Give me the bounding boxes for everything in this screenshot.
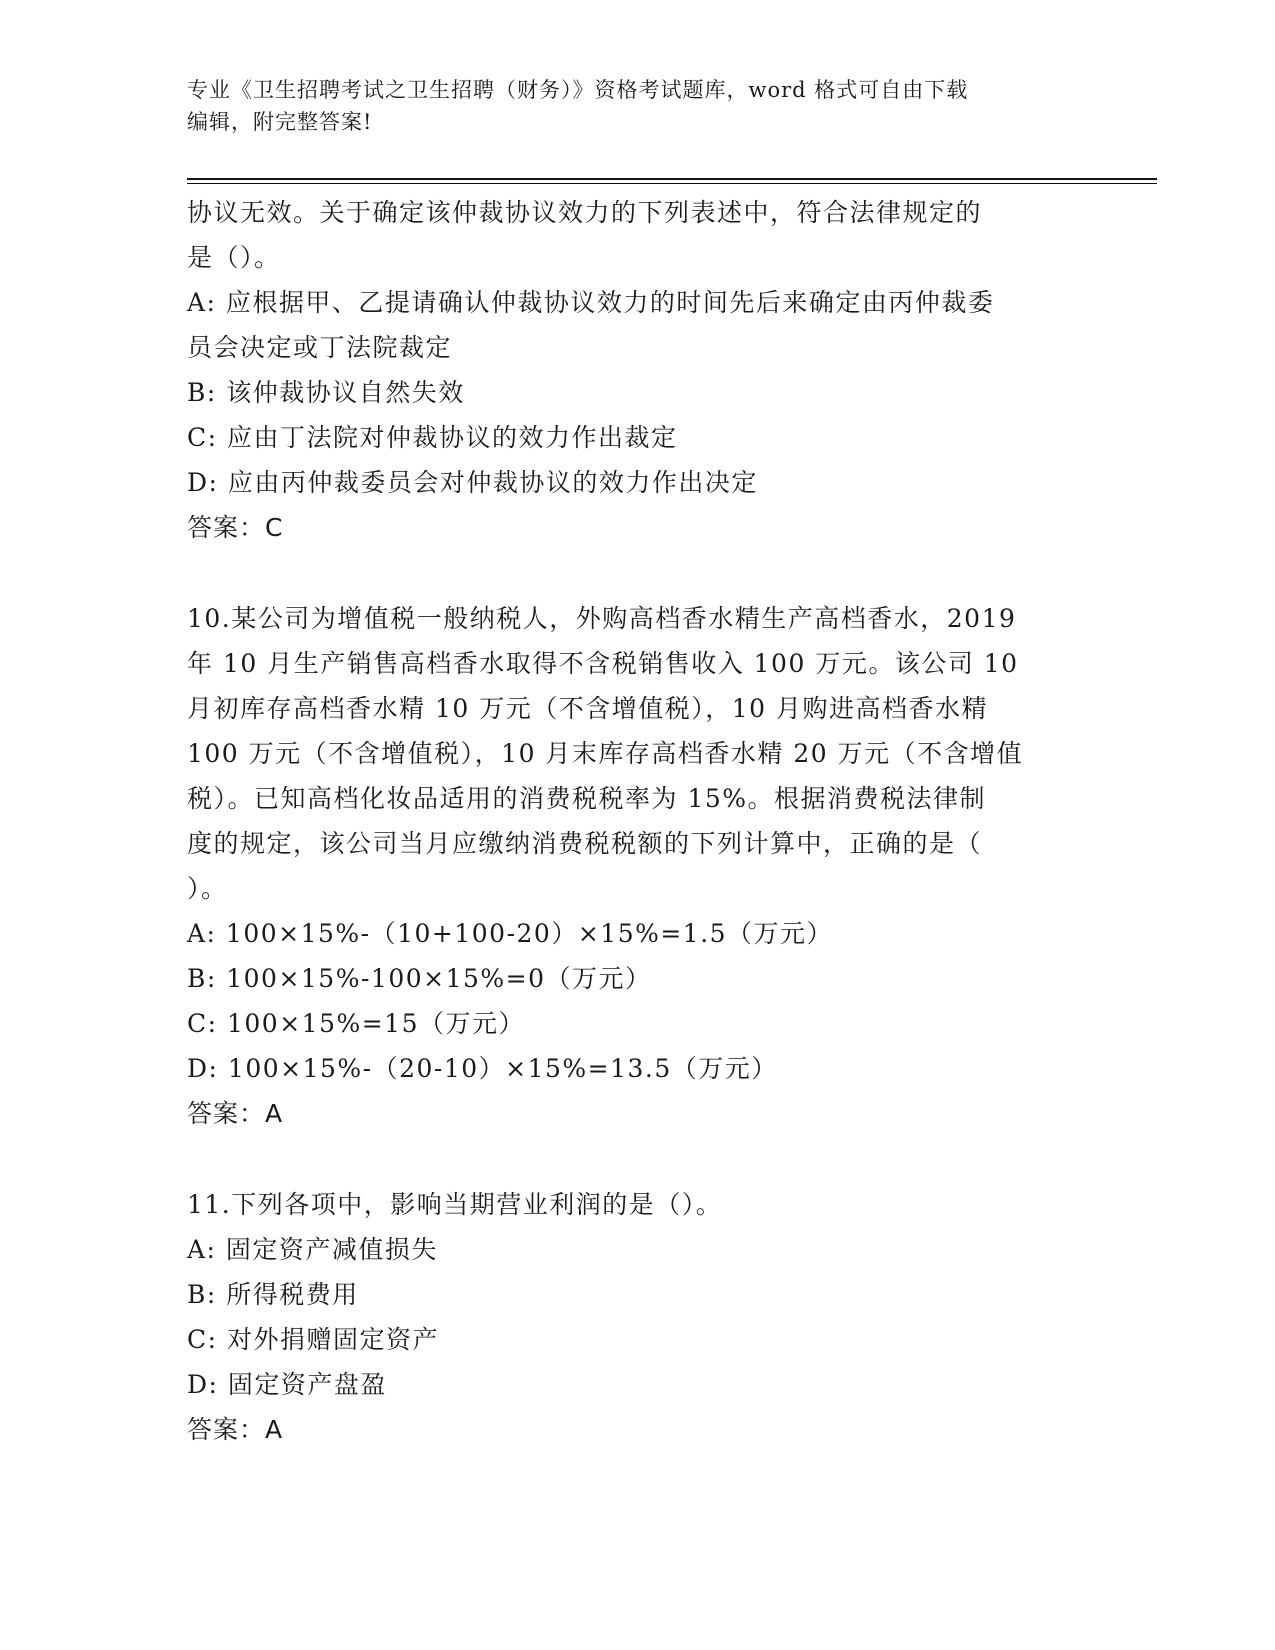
option-a: A: 固定资产减值损失 — [187, 1235, 438, 1264]
option-c: C: 100×15%=15（万元） — [187, 1009, 525, 1038]
spacer — [187, 1136, 1087, 1182]
option-a: A: 100×15%-（10+100-20）×15%=1.5（万元） — [187, 919, 834, 948]
option-b: B: 该仲裁协议自然失效 — [187, 378, 465, 407]
document-header — [187, 74, 1087, 138]
spacer — [187, 550, 1087, 596]
answer-label: 答案：A — [187, 1099, 284, 1128]
option-b: B: 所得税费用 — [187, 1280, 359, 1309]
option-d: D: 100×15%-（20-10）×15%=13.5（万元） — [187, 1054, 778, 1083]
option-a-line: 员会决定或丁法院裁定 — [187, 333, 453, 362]
header-line-1: 专业《卫生招聘考试之卫生招聘（财务）》资格考试题库，word 格式可自由下载 — [187, 78, 969, 102]
question-stem: 11.下列各项中，影响当期营业利润的是（）。 — [187, 1190, 723, 1219]
question-stem-line: 协议无效。关于确定该仲裁协议效力的下列表述中，符合法律规定的 — [187, 198, 983, 227]
question-stem-line: 是（）。 — [187, 243, 281, 272]
option-c: C: 应由丁法院对仲裁协议的效力作出裁定 — [187, 423, 678, 452]
answer-label: 答案：A — [187, 1415, 284, 1444]
question-stem-line: 度的规定，该公司当月应缴纳消费税税额的下列计算中，正确的是（ — [187, 829, 983, 858]
question-10 — [187, 596, 1087, 1136]
question-stem-line: 年 10 月生产销售高档香水取得不含税销售收入 100 万元。该公司 10 — [187, 649, 1019, 678]
question-stem-line: 月初库存高档香水精 10 万元（不含增值税），10 月购进高档香水精 — [187, 694, 988, 723]
header-rule-thin — [187, 183, 1157, 184]
question-9 — [187, 190, 1087, 550]
header-rule-thick — [187, 178, 1157, 180]
question-stem-line: 100 万元（不含增值税），10 月末库存高档香水精 20 万元（不含增值 — [187, 739, 1024, 768]
question-stem-line: 10.某公司为增值税一般纳税人，外购高档香水精生产高档香水，2019 — [187, 604, 1017, 633]
question-stem-line: ）。 — [187, 874, 228, 903]
document-body — [187, 190, 1087, 1452]
question-11 — [187, 1182, 1087, 1452]
answer-label: 答案：C — [187, 513, 284, 542]
option-d: D: 应由丙仲裁委员会对仲裁协议的效力作出决定 — [187, 468, 758, 497]
option-c: C: 对外捐赠固定资产 — [187, 1325, 439, 1354]
header-line-2: 编辑，附完整答案! — [187, 110, 373, 134]
question-stem-line: 税）。已知高档化妆品适用的消费税税率为 15%。根据消费税法律制 — [187, 784, 987, 813]
option-b: B: 100×15%-100×15%=0（万元） — [187, 964, 652, 993]
option-a-line: A: 应根据甲、乙提请确认仲裁协议效力的时间先后来确定由丙仲裁委 — [187, 288, 995, 317]
option-d: D: 固定资产盘盈 — [187, 1370, 387, 1399]
